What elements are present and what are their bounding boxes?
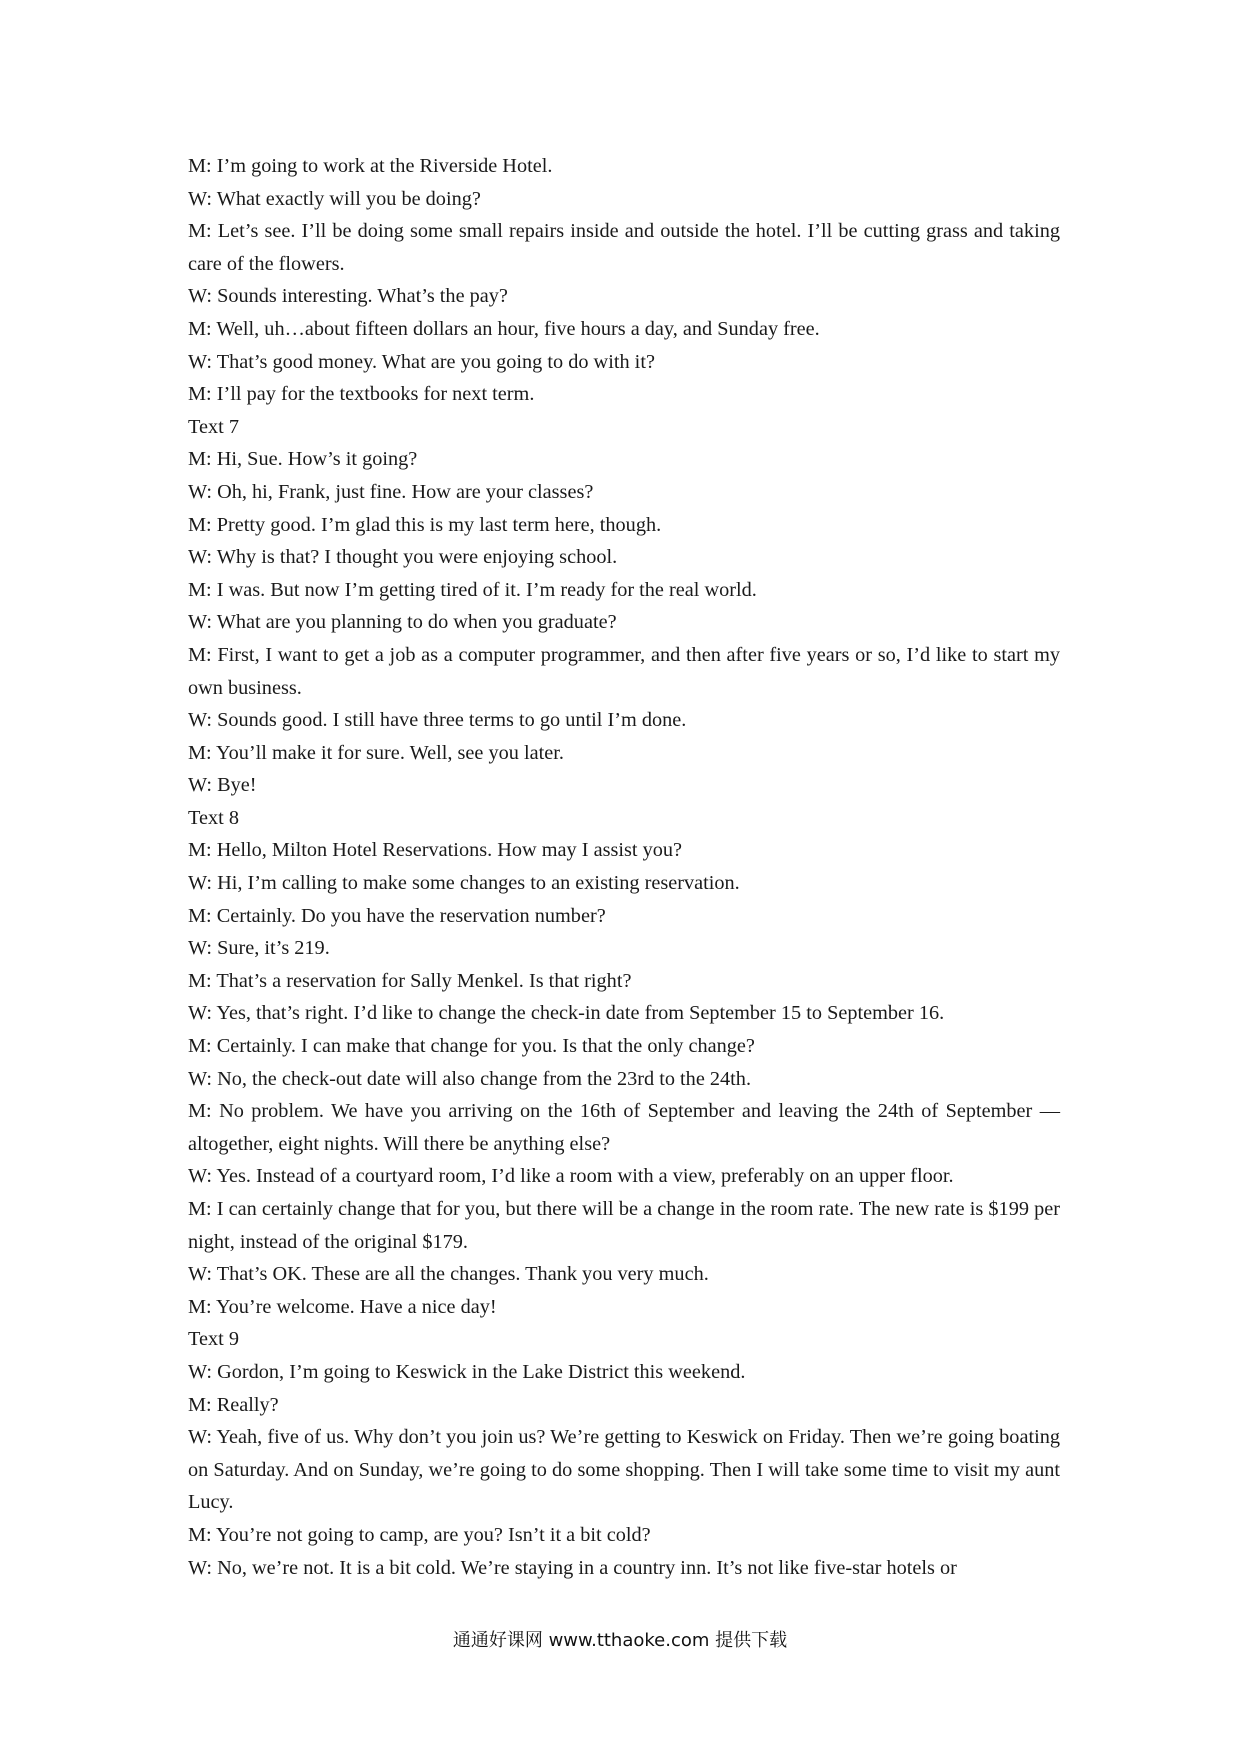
transcript-line: W: That’s good money. What are you going to do with it? <box>188 350 655 373</box>
transcript-line: M: I was. But now I’m getting tired of it. I’m ready for the real world. <box>188 578 757 601</box>
transcript-line: M: Really? <box>188 1393 279 1416</box>
transcript-line: M: Certainly. I can make that change for you. Is that the only change? <box>188 1035 755 1058</box>
transcript-line: W: Hi, I’m calling to make some changes to an existing reservation. <box>188 872 740 895</box>
transcript-line: W: Why is that? I thought you were enjoying school. <box>188 546 618 569</box>
transcript-line: M: That’s a reservation for Sally Menkel. Is that right? <box>188 969 632 992</box>
transcript-line: M: Hello, Milton Hotel Reservations. How may I assist you? <box>188 839 683 862</box>
transcript-line: M: You’ll make it for sure. Well, see you later. <box>188 741 564 764</box>
transcript-line: M: Certainly. Do you have the reservation number? <box>188 904 606 927</box>
transcript-line: W: Yeah, five of us. Why don’t you join us? We’re getting to Keswick on Friday. Then we’re going boating on Saturday. And on Sunday, we’re going to do some shopping. Then I will take some time to visit my aunt Lucy. <box>188 1426 1060 1514</box>
transcript-line: M: First, I want to get a job as a computer programmer, and then after five years or so, I’d like to start my own business. <box>188 643 1060 699</box>
section-heading-text-7: Text 7 <box>188 415 239 438</box>
transcript-line: M: No problem. We have you arriving on the 16th of September and leaving the 24th of September — altogether, eight nights. Will there be anything else? <box>188 1100 1060 1155</box>
transcript-line: M: I’m going to work at the Riverside Hotel. <box>188 155 553 177</box>
transcript-line: W: No, we’re not. It is a bit cold. We’re staying in a country inn. It’s not like five-star hotels or <box>188 1556 957 1579</box>
transcript-line: M: You’re not going to camp, are you? Isn’t it a bit cold? <box>188 1523 651 1546</box>
transcript-line: M: Hi, Sue. How’s it going? <box>188 448 418 471</box>
transcript-line: W: That’s OK. These are all the changes. Thank you very much. <box>188 1263 709 1286</box>
page-footer: 通通好课网 www.tthaoke.com 提供下载 <box>452 1630 788 1651</box>
transcript-line: M: Pretty good. I’m glad this is my last term here, though. <box>188 513 662 536</box>
transcript-line: W: Yes. Instead of a courtyard room, I’d like a room with a view, preferably on an upper floor. <box>188 1165 954 1188</box>
transcript-line: W: Oh, hi, Frank, just fine. How are your classes? <box>188 480 594 503</box>
transcript-line: M: You’re welcome. Have a nice day! <box>188 1295 497 1318</box>
transcript-line: W: No, the check-out date will also change from the 23rd to the 24th. <box>188 1067 752 1090</box>
transcript-line: M: I can certainly change that for you, but there will be a change in the room rate. The new rate is $199 per night, instead of the original $179. <box>188 1198 1060 1253</box>
transcript-line: W: Sounds good. I still have three terms to go until I’m done. <box>188 709 687 732</box>
transcript-line: W: Sure, it’s 219. <box>188 937 330 960</box>
transcript-line: W: Bye! <box>188 774 257 797</box>
transcript-line: W: Yes, that’s right. I’d like to change the check-in date from September 15 to September 16. <box>188 1002 945 1025</box>
transcript-line: W: What are you planning to do when you graduate? <box>188 611 617 634</box>
transcript-line: W: Gordon, I’m going to Keswick in the Lake District this weekend. <box>188 1360 746 1383</box>
transcript-line: W: What exactly will you be doing? <box>188 187 481 210</box>
transcript-body <box>188 150 1060 1584</box>
section-heading-text-8: Text 8 <box>188 806 239 829</box>
section-heading-text-9: Text 9 <box>188 1328 239 1351</box>
transcript-line: W: Sounds interesting. What’s the pay? <box>188 285 508 308</box>
transcript-line: M: I’ll pay for the textbooks for next term. <box>188 383 535 406</box>
transcript-line: M: Well, uh…about fifteen dollars an hour, five hours a day, and Sunday free. <box>188 317 820 340</box>
transcript-line: M: Let’s see. I’ll be doing some small repairs inside and outside the hotel. I’ll be cutting grass and taking care of the flowers. <box>188 220 1060 275</box>
